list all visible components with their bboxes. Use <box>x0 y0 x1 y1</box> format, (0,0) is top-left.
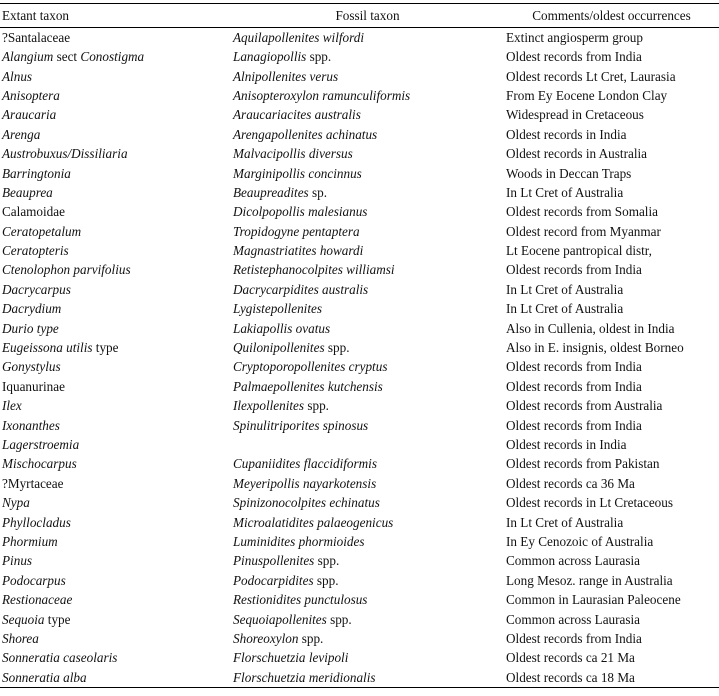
extant-taxon-text: Sonneratia caseolaris <box>2 650 118 666</box>
table-row <box>0 609 719 628</box>
fossil-taxon-cell <box>231 396 504 415</box>
extant-taxon-text: Phyllocladus <box>2 514 71 530</box>
extant-taxon-text: Lagerstroemia <box>2 437 80 452</box>
comment-cell: Oldest records from Somalia <box>506 204 658 220</box>
fossil-taxon-text: Tropidogyne pentaptera <box>233 223 360 239</box>
fossil-taxon-text: Magnastriatites howardi <box>233 243 364 259</box>
extant-taxon-text: Conostigma <box>80 49 145 65</box>
extant-taxon-text: Austrobuxus/Dissiliaria <box>2 146 128 162</box>
extant-taxon-cell <box>0 280 231 299</box>
comment-cell: Oldest records ca 36 Ma <box>506 475 635 491</box>
table-row <box>0 493 719 512</box>
extant-taxon-cell <box>0 609 231 628</box>
extant-taxon-cell <box>0 163 231 182</box>
table-row <box>0 415 719 434</box>
fossil-taxon-cell <box>231 377 504 396</box>
fossil-taxon-cell <box>231 415 504 434</box>
comment-cell: Oldest record from Myanmar <box>506 223 661 239</box>
table-row <box>0 338 719 357</box>
fossil-taxon-text: Anisopteroxylon ramunculiformis <box>233 87 411 103</box>
comment-cell: Oldest records Lt Cret, Laurasia <box>506 68 676 84</box>
comment-cell: Oldest records from India <box>506 630 642 646</box>
extant-taxon-text: Sequoia <box>2 611 45 627</box>
fossil-taxon-text: Sequoiapollenites <box>233 611 327 627</box>
fossil-taxon-cell <box>231 474 504 493</box>
extant-taxon-cell <box>0 183 231 202</box>
fossil-taxon-cell <box>231 105 504 124</box>
table-row <box>0 590 719 609</box>
extant-taxon-cell <box>0 474 231 493</box>
extant-taxon-cell <box>0 396 231 415</box>
table-row <box>0 86 719 105</box>
table-row <box>0 571 719 590</box>
extant-taxon-text: Alnus <box>2 68 33 84</box>
table-row <box>0 144 719 163</box>
extant-taxon-text: Ctenolophon parvifolius <box>2 262 131 278</box>
extant-taxon-cell <box>0 532 231 551</box>
table-row <box>0 435 719 454</box>
fossil-taxon-cell <box>231 86 504 105</box>
header-extant-taxon: Extant taxon <box>0 4 231 28</box>
extant-taxon-cell <box>0 47 231 66</box>
extant-taxon-text: Ixonanthes <box>2 417 60 433</box>
table-header <box>0 4 719 28</box>
table-row <box>0 648 719 667</box>
table-row <box>0 299 719 318</box>
taxon-table <box>0 3 719 688</box>
table-row <box>0 668 719 688</box>
extant-taxon-cell <box>0 493 231 512</box>
fossil-taxon-text: Marginipollis concinnus <box>233 165 362 181</box>
extant-taxon-text: Shorea <box>2 630 39 646</box>
fossil-taxon-text: spp. <box>314 553 340 569</box>
fossil-taxon-text: spp. <box>304 398 329 414</box>
extant-taxon-cell <box>0 125 231 144</box>
extant-taxon-cell <box>0 668 231 688</box>
fossil-taxon-cell <box>231 668 504 688</box>
extant-taxon-cell <box>0 648 231 667</box>
table-row <box>0 222 719 241</box>
table-row <box>0 474 719 493</box>
comment-cell: Oldest records in India <box>506 437 627 452</box>
extant-taxon-cell <box>0 377 231 396</box>
table-row <box>0 318 719 337</box>
extant-taxon-cell <box>0 66 231 85</box>
fossil-taxon-text: Beaupreadites <box>233 184 309 200</box>
fossil-taxon-text: Arengapollenites achinatus <box>233 126 378 142</box>
extant-taxon-text: Alangium <box>2 49 54 65</box>
fossil-taxon-text: spp. <box>313 572 339 588</box>
extant-taxon-cell <box>0 454 231 473</box>
extant-taxon-cell <box>0 415 231 434</box>
fossil-taxon-cell <box>231 241 504 260</box>
fossil-taxon-text: sp. <box>308 184 328 200</box>
extant-taxon-text: Phormium <box>2 533 58 549</box>
table-row <box>0 454 719 473</box>
table-row <box>0 551 719 570</box>
table-row <box>0 47 719 66</box>
comment-cell: In Lt Cret of Australia <box>506 514 624 530</box>
extant-taxon-cell <box>0 86 231 105</box>
extant-taxon-text: Barringtonia <box>2 165 71 181</box>
comment-cell: Oldest records from India <box>506 359 642 375</box>
extant-taxon-text: Nypa <box>2 495 30 511</box>
fossil-taxon-text: Quilonipollenites <box>233 340 325 356</box>
extant-taxon-text: Iquanurinae <box>2 378 65 394</box>
comment-cell: Oldest records from India <box>506 49 642 65</box>
extant-taxon-cell <box>0 222 231 241</box>
table-row <box>0 629 719 648</box>
fossil-taxon-cell <box>231 532 504 551</box>
extant-taxon-text: Mischocarpus <box>2 456 77 472</box>
extant-taxon-cell <box>0 318 231 337</box>
fossil-taxon-cell <box>231 357 504 376</box>
comment-cell: Lt Eocene pantropical distr, <box>506 243 652 259</box>
fossil-taxon-cell <box>231 512 504 531</box>
fossil-taxon-text: Malvacipollis diversus <box>233 146 353 162</box>
fossil-taxon-text: Dacrycarpidites australis <box>233 281 369 297</box>
fossil-taxon-cell <box>231 144 504 163</box>
fossil-taxon-text: Lakiapollis ovatus <box>233 320 331 336</box>
extant-taxon-cell <box>0 629 231 648</box>
fossil-taxon-text: Lygistepollenites <box>233 301 322 317</box>
fossil-taxon-text: Alnipollenites verus <box>233 68 339 84</box>
table-row <box>0 105 719 124</box>
comment-cell: Oldest records from India <box>506 378 642 394</box>
comment-cell: In Lt Cret of Australia <box>506 184 624 200</box>
fossil-taxon-text: spp. <box>306 49 332 65</box>
fossil-taxon-cell <box>231 435 504 454</box>
fossil-taxon-text: Luminidites phormioides <box>233 533 365 549</box>
fossil-taxon-text: Pinuspollenites <box>233 553 315 569</box>
extant-taxon-text: Pinus <box>2 553 33 569</box>
extant-taxon-text: Beauprea <box>2 184 53 200</box>
extant-taxon-text: Ilex <box>2 398 22 414</box>
comment-cell: Oldest records from India <box>506 262 642 278</box>
fossil-taxon-cell <box>231 571 504 590</box>
comment-cell: Woods in Deccan Traps <box>506 165 632 181</box>
comment-cell: Extinct angiosperm group <box>506 30 643 45</box>
extant-taxon-cell <box>0 435 231 454</box>
extant-taxon-text: Ceratopetalum <box>2 223 82 239</box>
comment-cell: Oldest records in Australia <box>506 146 647 162</box>
comment-cell: Oldest records ca 21 Ma <box>506 650 635 666</box>
extant-taxon-text: sect <box>53 49 81 65</box>
comment-cell: In Lt Cret of Australia <box>506 281 624 297</box>
fossil-taxon-text: Meyeripollis nayarkotensis <box>233 475 377 491</box>
extant-taxon-text: Sonneratia alba <box>2 669 87 685</box>
fossil-taxon-cell <box>231 318 504 337</box>
table-row <box>0 396 719 415</box>
fossil-taxon-text: Ilexpollenites <box>233 398 305 414</box>
comment-cell: Oldest records in Lt Cretaceous <box>506 495 673 511</box>
table-row <box>0 163 719 182</box>
fossil-taxon-cell <box>231 493 504 512</box>
fossil-taxon-text: Florschuetzia levipoli <box>233 650 349 666</box>
extant-taxon-cell <box>0 551 231 570</box>
comment-cell: Widespread in Cretaceous <box>506 107 644 123</box>
extant-taxon-cell <box>0 512 231 531</box>
comment-cell: In Ey Cenozoic of Australia <box>506 533 654 549</box>
header-comments: Comments/oldest occurrences <box>504 4 719 28</box>
extant-taxon-cell <box>0 338 231 357</box>
table-row <box>0 125 719 144</box>
fossil-taxon-cell <box>231 280 504 299</box>
extant-taxon-text: Eugeissona utilis <box>2 340 93 356</box>
extant-taxon-text: Durio type <box>2 320 59 336</box>
fossil-taxon-cell <box>231 202 504 221</box>
table-row <box>0 241 719 260</box>
comment-cell: Common across Laurasia <box>506 611 641 627</box>
comment-cell: Also in E. insignis, oldest Borneo <box>506 340 684 356</box>
fossil-taxon-text: spp. <box>298 630 324 646</box>
fossil-taxon-cell <box>231 183 504 202</box>
fossil-taxon-cell <box>231 299 504 318</box>
fossil-taxon-text: Palmaepollenites kutchensis <box>233 378 383 394</box>
comment-cell: Oldest records in India <box>506 126 627 142</box>
header-fossil-taxon: Fossil taxon <box>231 4 504 28</box>
fossil-taxon-text: spp. <box>326 611 352 627</box>
fossil-taxon-text: Microalatidites palaeogenicus <box>233 514 394 530</box>
fossil-taxon-cell <box>231 338 504 357</box>
table-row <box>0 532 719 551</box>
comment-cell: Common in Laurasian Paleocene <box>506 592 681 608</box>
fossil-taxon-text: Spinizonocolpites echinatus <box>233 495 380 511</box>
table-row <box>0 183 719 202</box>
fossil-taxon-cell <box>231 66 504 85</box>
extant-taxon-text: type <box>44 611 71 627</box>
fossil-taxon-cell <box>231 609 504 628</box>
table-body <box>0 28 719 688</box>
extant-taxon-cell <box>0 202 231 221</box>
extant-taxon-cell <box>0 105 231 124</box>
fossil-taxon-text: Cryptoporopollenites cryptus <box>233 359 388 375</box>
fossil-taxon-text: Dicolpopollis malesianus <box>233 204 368 220</box>
fossil-taxon-cell <box>231 222 504 241</box>
fossil-taxon-cell <box>231 648 504 667</box>
comment-cell: Oldest records from Pakistan <box>506 456 660 472</box>
fossil-taxon-text: Restionidites punctulosus <box>233 592 368 608</box>
comment-cell: From Ey Eocene London Clay <box>506 87 668 103</box>
extant-taxon-text: Ceratopteris <box>2 243 69 259</box>
fossil-taxon-cell <box>231 590 504 609</box>
extant-taxon-text: ?Myrtaceae <box>2 475 64 491</box>
comment-cell: Oldest records from India <box>506 417 642 433</box>
extant-taxon-text: Dacrydium <box>2 301 62 317</box>
fossil-taxon-cell <box>231 454 504 473</box>
table-row <box>0 377 719 396</box>
fossil-taxon-cell <box>231 125 504 144</box>
fossil-taxon-text: Cupaniidites flaccidiformis <box>233 456 377 472</box>
fossil-taxon-text: Lanagiopollis <box>233 49 307 65</box>
fossil-taxon-cell <box>231 28 504 48</box>
extant-taxon-text: ?Santalaceae <box>2 30 71 45</box>
extant-taxon-cell <box>0 144 231 163</box>
extant-taxon-text: Anisoptera <box>2 87 60 103</box>
fossil-taxon-text: Retistephanocolpites williamsi <box>233 262 395 278</box>
extant-taxon-text: Araucaria <box>2 107 57 123</box>
extant-taxon-text: Dacrycarpus <box>2 281 71 297</box>
extant-taxon-text: type <box>92 340 119 356</box>
table-row <box>0 280 719 299</box>
table-row <box>0 202 719 221</box>
fossil-taxon-cell <box>231 260 504 279</box>
table-row <box>0 66 719 85</box>
extant-taxon-cell <box>0 590 231 609</box>
comment-cell: Common across Laurasia <box>506 553 641 569</box>
table-row <box>0 357 719 376</box>
extant-taxon-cell <box>0 571 231 590</box>
extant-taxon-text: Calamoidae <box>2 204 65 220</box>
fossil-taxon-cell <box>231 551 504 570</box>
fossil-taxon-text: Florschuetzia meridionalis <box>233 669 376 685</box>
fossil-taxon-text: Shoreoxylon <box>233 630 299 646</box>
fossil-taxon-text: spp. <box>324 340 350 356</box>
extant-taxon-text: Arenga <box>2 126 41 142</box>
extant-taxon-cell <box>0 299 231 318</box>
fossil-taxon-text: Araucariacites australis <box>233 107 361 123</box>
comment-cell: Long Mesoz. range in Australia <box>506 572 673 588</box>
table-row <box>0 512 719 531</box>
extant-taxon-text: Podocarpus <box>2 572 66 588</box>
fossil-taxon-text: Spinulitriporites spinosus <box>233 417 369 433</box>
table-row <box>0 28 719 48</box>
fossil-taxon-cell <box>231 47 504 66</box>
extant-taxon-cell <box>0 357 231 376</box>
comment-cell: Also in Cullenia, oldest in India <box>506 320 675 336</box>
fossil-taxon-text: Podocarpidites <box>233 572 314 588</box>
fossil-taxon-text: Aquilapollenites wilfordi <box>233 30 365 45</box>
fossil-taxon-cell <box>231 163 504 182</box>
fossil-taxon-cell <box>231 629 504 648</box>
table-row <box>0 260 719 279</box>
extant-taxon-text: Restionaceae <box>2 592 73 608</box>
comment-cell: Oldest records from Australia <box>506 398 663 414</box>
comment-cell: Oldest records ca 18 Ma <box>504 668 719 688</box>
extant-taxon-cell <box>0 241 231 260</box>
comment-cell: In Lt Cret of Australia <box>506 301 624 317</box>
extant-taxon-cell <box>0 260 231 279</box>
extant-taxon-cell <box>0 28 231 48</box>
extant-taxon-text: Gonystylus <box>2 359 61 375</box>
